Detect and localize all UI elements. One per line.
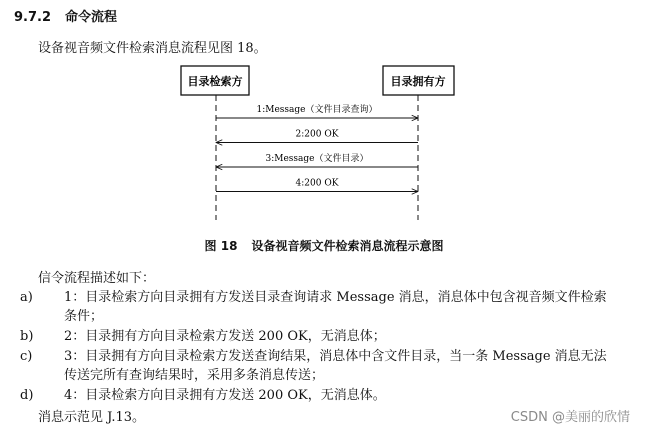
intro-paragraph: 设备视音频文件检索消息流程见图 18。 <box>38 41 267 56</box>
list-text-line: 3：目录拥有方向目录检索方发送查询结果，消息体中含文件目录，当一条 Message 消息无法 <box>64 349 607 364</box>
section-title: 命令流程 <box>65 10 118 25</box>
section-number: 9.7.2 <box>14 10 52 25</box>
participant-label-owner: 目录拥有方 <box>390 75 446 88</box>
list-item-c <box>20 347 607 385</box>
list-text-line: 4：目录检索方向目录拥有方发送 200 OK，无消息体。 <box>64 388 386 403</box>
list-text-line: 2：目录拥有方向目录检索方发送 200 OK，无消息体； <box>64 329 386 344</box>
list-marker: a) <box>20 290 33 305</box>
figure-caption <box>0 237 648 254</box>
message-label: 2:200 OK <box>295 129 339 140</box>
figure-caption-text: 设备视音频文件检索消息流程示意图 <box>251 239 444 253</box>
participant-label-requester: 目录检索方 <box>187 75 243 88</box>
list-marker: c) <box>20 349 33 364</box>
message-label: 3:Message（文件目录） <box>265 154 369 164</box>
message-label: 4:200 OK <box>295 178 339 189</box>
message-layer <box>216 103 418 192</box>
footer-note: 消息示范见 J.13。 <box>38 410 146 425</box>
watermark: CSDN @美丽的欣情 <box>510 410 630 425</box>
list-text-line: 传送完所有查询结果时，采用多条消息传送； <box>64 368 325 383</box>
figure-number: 图 18 <box>204 239 238 253</box>
list-item-d <box>20 386 386 405</box>
description-intro: 信令流程描述如下： <box>38 271 156 286</box>
list-text-line: 条件； <box>64 309 104 324</box>
list-marker: b) <box>20 329 34 344</box>
list-item-a <box>20 288 607 326</box>
list-marker: d) <box>20 388 34 403</box>
list-item-b <box>20 327 386 346</box>
list-text-line: 1：目录检索方向目录拥有方发送目录查询请求 Message 消息，消息体中包含视音频文件检索 <box>64 290 607 305</box>
message-label: 1:Message（文件目录查询） <box>256 105 378 115</box>
